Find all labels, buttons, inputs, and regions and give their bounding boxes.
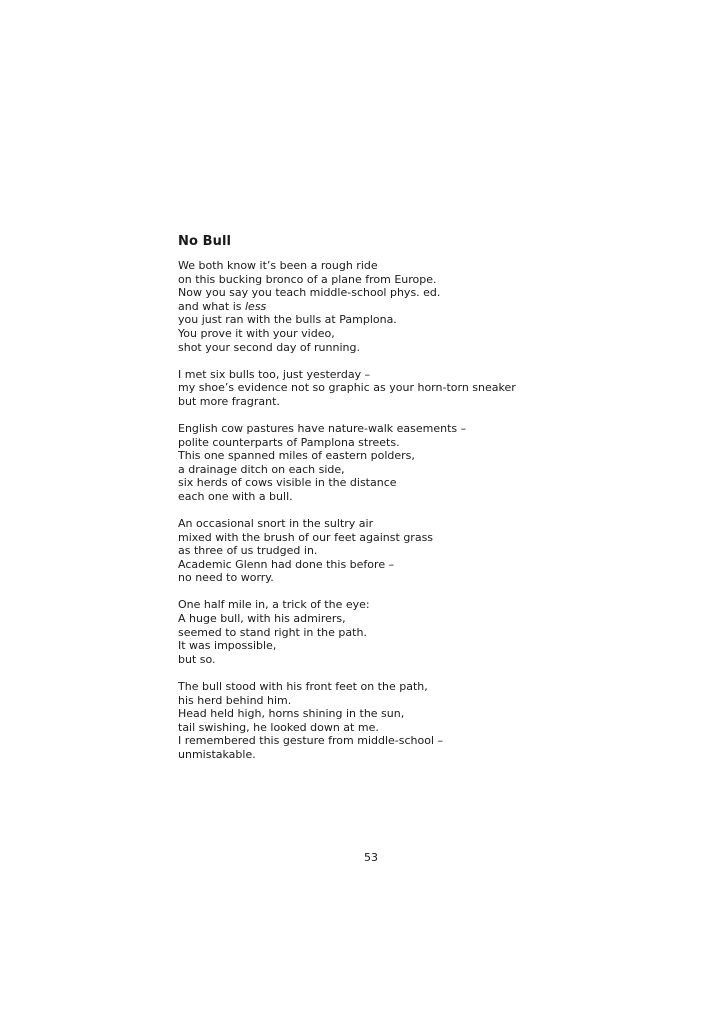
- stanza-6: [178, 680, 598, 762]
- poem-line: seemed to stand right in the path.: [178, 625, 367, 639]
- poem-line: Academic Glenn had done this before –: [178, 557, 395, 571]
- stanza-4: [178, 517, 598, 585]
- poem-line: no need to worry.: [178, 571, 274, 585]
- poem-line: mixed with the brush of our feet against grass: [178, 530, 434, 544]
- poem-line: on this bucking bronco of a plane from Europe.: [178, 272, 437, 286]
- poem-line: I remembered this gesture from middle-school –: [178, 734, 444, 748]
- poem-line: his herd behind him.: [178, 693, 292, 707]
- poem-line: you just ran with the bulls at Pamplona.: [178, 313, 397, 327]
- poem-line: We both know it’s been a rough ride: [178, 259, 378, 272]
- poem-line: my shoe’s evidence not so graphic as your horn-torn sneaker: [178, 381, 516, 395]
- stanza-1: [178, 259, 598, 354]
- poem-line: [178, 300, 598, 314]
- poem-line: shot your second day of running.: [178, 340, 360, 354]
- poem-line: I met six bulls too, just yesterday –: [178, 367, 371, 381]
- poem-line: You prove it with your video,: [178, 326, 335, 340]
- emphasized-word: less: [245, 299, 267, 313]
- stanza-2: [178, 368, 598, 409]
- poem-line-text: and what is: [178, 299, 242, 313]
- page-number: [0, 851, 728, 865]
- poem-line: Now you say you teach middle-school phys. ed.: [178, 286, 441, 300]
- poem-line: It was impossible,: [178, 639, 277, 653]
- poem-line: tail swishing, he looked down at me.: [178, 720, 379, 734]
- poem-title: No Bull: [178, 234, 232, 249]
- page-number-text: 53: [364, 851, 378, 864]
- poem-line: polite counterparts of Pamplona streets.: [178, 435, 400, 449]
- poem-line: One half mile in, a trick of the eye:: [178, 598, 370, 612]
- poem-line: Head held high, horns shining in the sun,: [178, 707, 405, 721]
- stanza-3: [178, 422, 598, 504]
- poem-line: but so.: [178, 652, 216, 666]
- poem-line: as three of us trudged in.: [178, 544, 318, 558]
- poem-line: An occasional snort in the sultry air: [178, 517, 374, 530]
- poem-line: each one with a bull.: [178, 489, 293, 503]
- poem-line: unmistakable.: [178, 747, 256, 761]
- poem-line: a drainage ditch on each side,: [178, 462, 345, 476]
- poem-line: A huge bull, with his admirers,: [178, 612, 346, 626]
- poem-line: six herds of cows visible in the distance: [178, 476, 397, 490]
- poem-line: but more fragrant.: [178, 394, 280, 408]
- stanza-5: [178, 598, 598, 666]
- poem-line: The bull stood with his front feet on the path,: [178, 679, 428, 693]
- poem: [178, 232, 598, 775]
- poem-line: English cow pastures have nature-walk easements –: [178, 421, 467, 435]
- poem-line: This one spanned miles of eastern polders,: [178, 449, 415, 463]
